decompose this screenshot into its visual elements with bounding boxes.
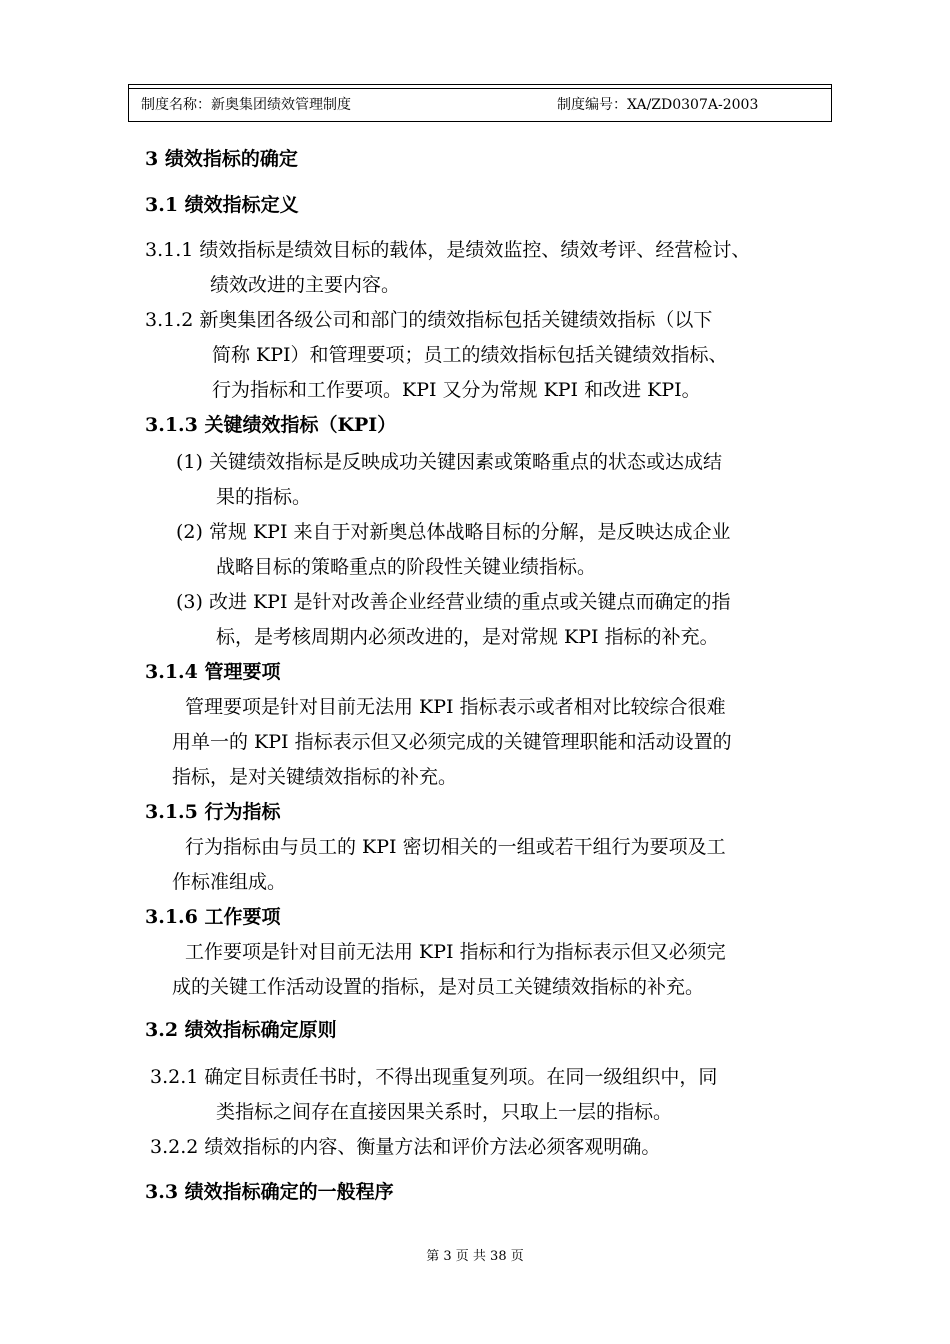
paragraph-line: 3.2.1 确定目标责任书时，不得出现重复列项。在同一级组织中，同 [150,1066,718,1088]
paragraph-line: 绩效改进的主要内容。 [210,274,401,296]
subsection-heading: 3.1.4 管理要项 [145,661,281,683]
paragraph-line: 行为指标和工作要项。KPI 又分为常规 KPI 和改进 KPI。 [212,379,701,401]
paragraph-line: 3.1.1 绩效指标是绩效目标的载体，是绩效监控、绩效考评、经营检讨、 [145,239,751,261]
paragraph-line: 用单一的 KPI 指标表示但又必须完成的关键管理职能和活动设置的 [172,731,732,753]
list-item: (1) 关键绩效指标是反映成功关键因素或策略重点的状态或达成结 [176,451,722,473]
subsection-heading: 3.1.5 行为指标 [145,801,281,823]
paragraph-line: 管理要项是针对目前无法用 KPI 指标表示或者相对比较综合很难 [185,696,726,718]
list-item: (2) 常规 KPI 来自于对新奥总体战略目标的分解，是反映达成企业 [176,521,731,543]
header-title: 制度名称：新奥集团绩效管理制度 [141,97,351,113]
subsection-heading: 3.2 绩效指标确定原则 [145,1019,337,1041]
subsection-heading: 3.1.3 关键绩效指标（KPI） [145,414,397,436]
list-item: (3) 改进 KPI 是针对改善企业经营业绩的重点或关键点而确定的指 [176,591,731,613]
page-number: 第 3 页 共 38 页 [426,1249,524,1264]
section-heading: 3 绩效指标的确定 [145,148,298,170]
list-item-continuation: 标，是考核周期内必须改进的，是对常规 KPI 指标的补充。 [216,626,719,648]
paragraph-line: 指标，是对关键绩效指标的补充。 [172,766,458,788]
paragraph-line: 类指标之间存在直接因果关系时，只取上一层的指标。 [216,1101,673,1123]
list-item-continuation: 战略目标的策略重点的阶段性关键业绩指标。 [216,556,597,578]
paragraph-line: 3.2.2 绩效指标的内容、衡量方法和评价方法必须客观明确。 [150,1136,661,1158]
paragraph-line: 成的关键工作活动设置的指标，是对员工关键绩效指标的补充。 [172,976,705,998]
list-item-continuation: 果的指标。 [216,486,312,508]
header-rule [129,88,831,89]
paragraph-line: 作标准组成。 [172,871,287,893]
paragraph-line: 简称 KPI）和管理要项；员工的绩效指标包括关键绩效指标、 [212,344,728,366]
paragraph-line: 3.1.2 新奥集团各级公司和部门的绩效指标包括关键绩效指标（以下 [145,309,713,331]
paragraph-line: 工作要项是针对目前无法用 KPI 指标和行为指标表示但又必须完 [185,941,726,963]
paragraph-line: 行为指标由与员工的 KPI 密切相关的一组或若干组行为要项及工 [185,836,726,858]
subsection-heading: 3.1 绩效指标定义 [145,194,299,216]
document-header [128,84,832,122]
subsection-heading: 3.3 绩效指标确定的一般程序 [145,1181,394,1203]
subsection-heading: 3.1.6 工作要项 [145,906,281,928]
header-code: 制度编号：XA/ZD0307A-2003 [557,97,759,113]
